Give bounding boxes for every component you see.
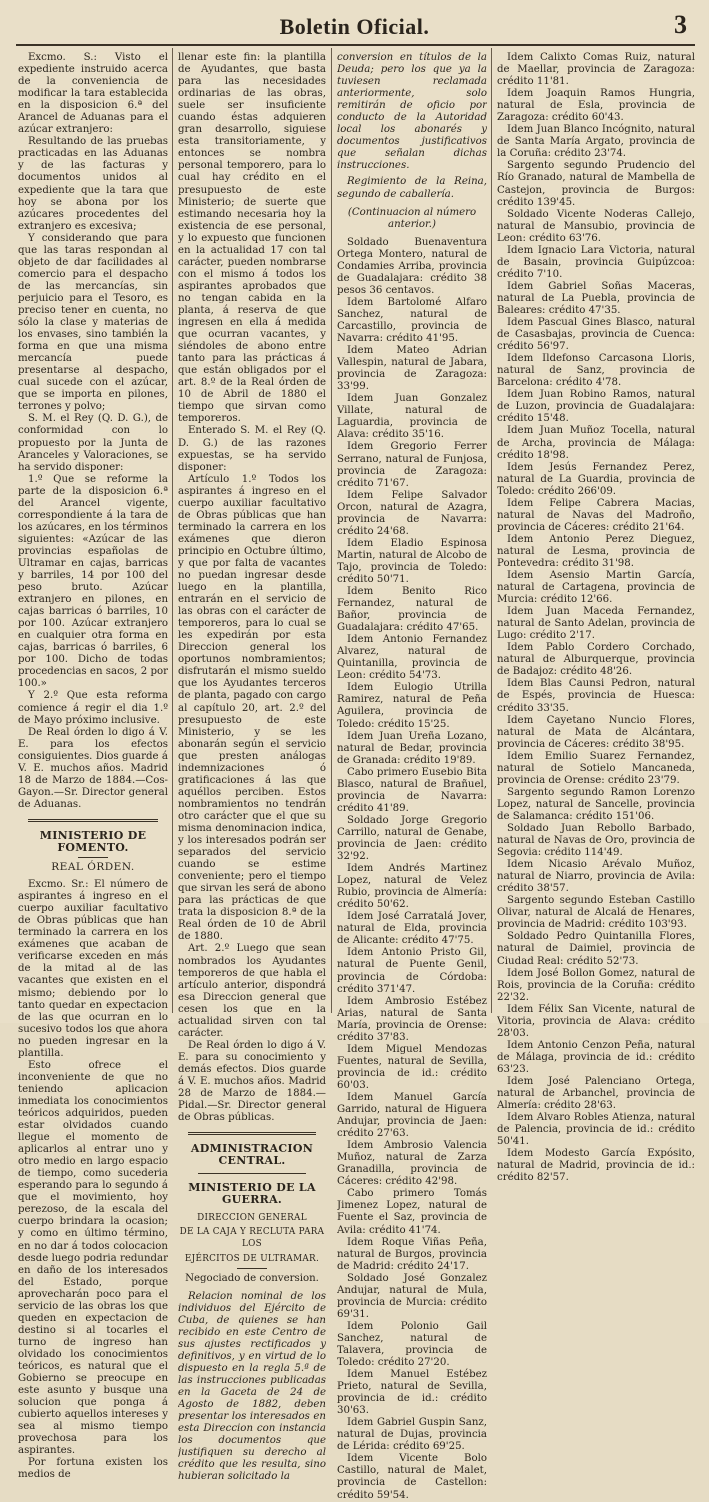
roster-entry: Sargento segundo Ramon Lorenzo Lopez, natural de Sancelle, provincia de Salamanca: crédito 151'06. [497,786,695,822]
column-1 [18,52,168,1481]
roster-entry: Soldado Buenaventura Ortega Montero, natural de Condamies Arriba, provincia de Guadalajara: crédito 38 pesos 36 centavos. [337,236,487,296]
section-title: MINISTERIO DE FOMENTO. [39,828,147,854]
paragraph: Y 2.º Que esta reforma comience á regir el dia 1.º de Mayo próximo inclusive. [18,690,168,726]
column-separator [331,48,332,1013]
paragraph: S. M. el Rey (Q. D. G.), de conformidad con lo propuesto por la Junta de Aranceles y Valoraciones, se ha servido disponer: [18,413,168,473]
roster-entry: Idem Ildefonso Carcasona Lloris, natural de Sanz, provincia de Barcelona: crédito 4'78. [497,353,695,389]
roster-entry: Cabo primero Eusebio Bita Blasco, natural de Brañuel, provincia de Navarra: crédito 41'89. [337,766,487,814]
paragraph: Por fortuna existen los medios de [18,1457,168,1481]
roster-entry: Idem Juan Gonzalez Villate, natural de Laguardia, provincia de Alava: crédito 35'16. [337,393,487,441]
roster-entry: Idem Asensio Martin García, natural de Cartagena, provincia de Murcia: crédito 12'66. [497,570,695,606]
paragraph: Artículo 1.º Todos los aspirantes á ingreso en el cuerpo auxiliar facultativo de Obras públicas que han terminado la carrera en los exámenes que dieron principio en Octubre último, y que por falta de vacantes no puedan ingresar desde luego en la plantilla, entrarán en el servicio de las obras con el carácter de temporeros, para lo cual se les expedirán por esta Direccion general los oportunos nombramientos; disfrutarán el mismo sueldo que los Ayudantes terceros de planta, pagado con cargo al capítulo 20, art. 2.º del presupuesto de este Ministerio, y se les abonarán según el servicio que presten análogas indemnizaciones ó gratificaciones á las que aquéllos perciben. Estos nombramientos no tendrán otro carácter que el que su misma denominacion indica, y los interesados podrán ser separados del servicio cuando se estime conveniente; pero el tiempo que sirvan les será de abono para las prácticas de que trata la disposicion 8.ª de la Real órden de 10 de Abril de 1880. [178,473,326,943]
section-divider [188,1132,316,1135]
directorate-line: EJÉRCITOS DE ULTRAMAR. [184,1253,320,1264]
roster-entry: Idem Miguel Mendozas Fuentes, natural de Sevilla, provincia de id.: crédito 60'03. [337,1043,487,1091]
roster-entry: Idem Pablo Cordero Corchado, natural de Alburquerque, provincia de Badajoz: crédito 48'26. [497,642,695,678]
roster-entry: Soldado José Gonzalez Andujar, natural de Mula, provincia de Murcia: crédito 69'31. [337,1272,487,1320]
paragraph: Y considerando que para que las taras respondan al objeto de dar facilidades al comercio para el despacho de las mercancías, sin perjuicio para el Tesoro, es preciso tener en cuenta, no sólo la clase y materias de los envases, sino también la forma en que una misma mercancía puede presentarse al despacho, cual sucede con el azúcar, que se importa en pilones, terrones y polvo; [18,232,168,413]
roster-entry: Idem Pascual Gines Blasco, natural de Casasbajas, provincia de Cuenca: crédito 56'97. [497,317,695,353]
roster-entry: Idem Ignacio Lara Victoria, natural de Basain, provincia Guipúzcoa: crédito 7'10. [497,244,695,280]
roster-entry: Idem Cayetano Nuncio Flores, natural de Mata de Alcántara, provincia de Cáceres: crédito 38'95. [497,714,695,750]
continuation-note: (Continuacion al número anterior.) [347,206,477,230]
directorate-line: DE LA CAJA Y RECLUTA PARA LOS [179,1227,325,1250]
regiment-heading: Regimiento de la Reina, segundo de caballería. [337,176,487,200]
column-separator [491,48,492,1013]
roster-entry: Idem Eladio Espinosa Martin, natural de Alcobo de Tajo, provincia de Toledo: crédito 50'71. [337,537,487,585]
roster-entry: Idem Manuel Estébez Prieto, natural de Sevilla, provincia de id.: crédito 30'63. [337,1369,487,1417]
roster-entry: Idem Andrés Martinez Lopez, natural de Velez Rubio, provincia de Almería: crédito 50'62. [337,863,487,911]
roster-entry: Idem Blas Caunsi Pedron, natural de Espés, provincia de Huesca: crédito 33'35. [497,678,695,714]
roster-entry: Idem Félix San Vicente, natural de Vitoria, provincia de Alava: crédito 28'03. [497,1003,695,1039]
roster-entry: Idem Gabriel Guspin Sanz, natural de Dujas, provincia de Lérida: crédito 69'25. [337,1417,487,1453]
roster-entry: Idem Roque Viñas Peña, natural de Burgos, provincia de Madrid: crédito 24'17. [337,1236,487,1272]
roster-entry: Idem Ambrosio Estébez Arias, natural de Santa María, provincia de Orense: crédito 37'83. [337,995,487,1043]
short-rule [237,1268,267,1269]
roster-entry: Soldado Pedro Quintanilla Flores, natural de Daimiel, provincia de Ciudad Real: crédito 52'73. [497,931,695,967]
paragraph: De Real órden lo digo á V. E. para su conocimiento y demás efectos. Dios guarde á V. E. muchos años. Madrid 28 de Marzo de 1884.—Pidal.—Sr. Director general de Obras públicas. [178,1039,326,1124]
page-number: 3 [674,10,687,39]
roster-entry: Idem Vicente Bolo Castillo, natural de Malet, provincia de Castellon: crédito 59'54. [337,1453,487,1501]
roster-entry: Idem José Carratalá Jover, natural de Elda, provincia de Alicante: crédito 47'75. [337,911,487,947]
italic-paragraph: conversion en títulos de la Deuda; pero los que ya la tuviesen reclamada anteriormente, solo remitirán de oficio por conducto de la Autoridad local los abonarés y documentos justificativos que señalan dichas instrucciones. [337,52,487,172]
roster-entry: Idem Modesto García Expósito, natural de Madrid, provincia de id.: crédito 82'57. [497,1148,695,1184]
roster-entry: Idem José Palenciano Ortega, natural de Arbanchel, provincia de Almería: crédito 28'63. [497,1075,695,1112]
roster-entry: Idem Bartolomé Alfaro Sanchez, natural de Carcastillo, provincia de Navarra: crédito 41'95. [337,296,487,345]
roster-list [337,237,487,1502]
paragraph: Resultando de las pruebas practicadas en las Aduanas y de las facturas y documentos unidos al expediente que la tara que hoy se abona por los azúcares procedentes del extranjero es excesiva; [18,136,168,232]
directorate-line: DIRECCION GENERAL [197,1213,307,1224]
roster-entry: Idem Ambrosio Valencia Muñoz, natural de Zarza Granadilla, provincia de Cáceres: crédito 42'98. [337,1140,487,1188]
paragraph: Excmo. S.: Visto el expediente instruido acerca de la conveniencia de modificar la tara establecida en la disposicion 6.ª del Arancel de Aduanas para el azúcar extranjero: [18,52,168,136]
roster-entry: Idem Felipe Salvador Orcon, natural de Azagra, provincia de Navarra: crédito 24'68. [337,489,487,537]
roster-entry: Idem Antonio Perez Dieguez, natural de Lesma, provincia de Pontevedra: crédito 31'98. [497,533,695,569]
paragraph: Excmo. Sr.: El número de aspirantes á ingreso en el cuerpo auxiliar facultativo de Obras públicas que han terminado la carrera en los exámenes que acaban de verificarse exceden en más de la mitad al de las vacantes que existen en el mismo; debiendo por lo tanto quedar en expectacion de las que ocurran en lo sucesivo todos los que ahora no pueden ingresar en la plantilla. [18,879,168,1059]
roster-entry: Soldado Juan Rebollo Barbado, natural de Navas de Oro, provincia de Segovia: crédito 114'49. [497,823,695,859]
paragraph: Art. 2.º Luego que sean nombrados los Ayudantes temporeros de que habla el artículo anterior, dispondrá esa Direccion general que cesen los que en la actualidad sirven con tal carácter. [178,943,326,1039]
roster-entry: Idem Juan Muñoz Tocella, natural de Archa, provincia de Málaga: crédito 18'98. [497,425,695,461]
roster-entry: Idem Mateo Adrian Vallespin, natural de Jabara, provincia de Zaragoza: 33'99. [337,345,487,393]
roster-entry: Idem Antonio Cenzon Peña, natural de Málaga, provincia de id.: crédito 63'23. [497,1039,695,1075]
paragraph: llenar este fin: la plantilla de Ayudantes, que basta para las necesidades ordinarias de las obras, suele ser insuficiente cuando éstas adquieren gran desarrollo, siguiese esta transitoriamente, y entonces se nombra personal temporero, para lo cual hay crédito en el presupuesto de este Ministerio; de suerte que estimando necesaria hoy la existencia de ese personal, y lo expuesto que funcionen en la actualidad 17 con tal carácter, pueden nombrarse con el mismo á todos los aspirantes aprobados que no tengan cabida en la planta, á reserva de que ingresen en ella á medida que ocurran vacantes, y siéndoles de abono entre tanto para las prácticas á que están obligados por el art. 8.º de la Real órden de 10 de Abril de 1880 el tiempo que sirvan como temporeros. [178,52,326,425]
column-3 [337,52,487,1502]
roster-entry: Idem Gregorio Ferrer Serrano, natural de Funjosa, provincia de Zaragoza: crédito 71'67. [337,441,487,489]
roster-entry: Idem Antonio Pristo Gil, natural de Puente Genil, provincia de Córdoba: crédito 371'47. [337,947,487,995]
roster-entry: Idem Joaquin Ramos Hungria, natural de Esla, provincia de Zaragoza: crédito 60'43. [497,88,695,124]
column-separator [172,48,173,1013]
roster-entry: Idem Antonio Fernandez Alvarez, natural de Quintanilla, provincia de Leon: crédito 54'73. [337,634,487,682]
roster-entry: Idem Polonio Gail Sanchez, natural de Talavera, provincia de Toledo: crédito 27'20. [337,1320,487,1369]
paragraph: De Real órden lo digo á V. E. para los efectos consiguientes. Dios guarde á V. E. muchos años. Madrid 18 de Marzo de 1884.—Cos-Gayon.—Sr. Director general de Aduanas. [18,726,168,810]
roster-entry: Idem José Bollon Gomez, natural de Rois, provincia de la Coruña: crédito 22'32. [497,967,695,1003]
italic-paragraph: Relacion nominal de los individuos del Ejército de Cuba, de quienes se han recibido en este Centro de sus ajustes rectificados y definitivos, y en virtud de lo dispuesto en la regla 5.ª de las instrucciones publicadas en la Gaceta de 24 de Agosto de 1882, deben presentar los interesados en esta Direccion con instancia los documentos que justifiquen su derecho al crédito que les resulta, sino hubieran solicitado la [178,1290,326,1483]
roster-entry: Idem Felipe Cabrera Macias, natural de Navas del Madroño, provincia de Cáceres: crédito 21'64. [497,497,695,533]
roster-entry: Idem Alvaro Robles Atienza, natural de Palencia, provincia de id.: crédito 50'41. [497,1112,695,1148]
roster-entry: Idem Nicasio Arévalo Muñoz, natural de Niarro, provincia de Avila: crédito 38'57. [497,859,695,895]
roster-entry: Idem Calixto Comas Ruiz, natural de Maellar, provincia de Zaragoza: crédito 11'81. [497,52,695,88]
roster-entry: Idem Juan Robino Ramos, natural de Luzon, provincia de Guadalajara: crédito 15'48. [497,389,695,425]
paragraph: Enterado S. M. el Rey (Q. D. G.) de las razones expuestas, se ha servido disponer: [178,425,326,473]
roster-entry: Idem Juan Blanco Incógnito, natural de Santa María Argato, provincia de la Coruña: crédito 23'74. [497,124,695,160]
section-subtitle: REAL ÓRDEN. [51,861,135,874]
section-divider [28,819,158,822]
roster-entry: Idem Jesús Fernandez Perez, natural de La Guardia, provincia de Toledo: crédito 266'09. [497,461,695,497]
roster-entry: Sargento segundo Prudencio del Río Granado, natural de Mambella de Castejon, provincia de Burgos: crédito 139'45. [497,160,695,208]
section-title: MINISTERIO DE LA GUERRA. [188,1181,316,1207]
roster-entry: Idem Manuel García Garrido, natural de Higuera Andujar, provincia de Jaen: crédito 27'63. [337,1091,487,1140]
roster-entry: Idem Gabriel Soñas Maceras, natural de La Puebla, provincia de Baleares: crédito 47'35. [497,280,695,316]
roster-entry: Idem Benito Rico Fernandez, natural de Bañor, provincia de Guadalajara: crédito 47'65. [337,586,487,634]
roster-entry: Cabo primero Tomás Jimenez Lopez, natural de Fuente el Saz, provincia de Avila: crédito 41'74. [337,1188,487,1236]
page-title: Boletin Oficial. [279,14,430,39]
paragraph: Esto ofrece el inconveniente de que no teniendo aplicacion inmediata los conocimientos teóricos adquiridos, pueden estar olvidados cuando llegue el momento de aplicarlos al entrar uno y otro medio en largo espacio de tiempo, como sucederia esperando para lo segundo á que el movimiento, hoy perezoso, de la escala del cuerpo brindara la ocasion; y como en último término, en no dar á todos colocacion desde luego podria redundar en daño de los interesados del Estado, porque aprovecharán poco para el servicio de las obras los que queden en expectacion de destino si al tocarles el turno de ingreso han olvidado los conocimientos teóricos, es natural que el Gobierno se preocupe en este asunto y busque una solucion que ponga á cubierto aquellos intereses y sea al mismo tiempo provechosa para los aspirantes. [18,1059,168,1457]
roster-entry: Idem Juan Ureña Lozano, natural de Bedar, provincia de Granada: crédito 19'89. [337,730,487,766]
roster-entry: Idem Eulogio Utrilla Ramirez, natural de Peña Aguilera, provincia de Toledo: crédito 15'25. [337,682,487,730]
short-rule [78,857,108,858]
section-title: ADMINISTRACION CENTRAL. [190,1142,314,1168]
header-rule [16,44,695,46]
rule [198,1173,306,1174]
column-2 [178,52,326,1483]
roster-entry: Idem Emilio Suarez Fernandez, natural de Sotielo Mancaneda, provincia de Orense: crédito 23'79. [497,750,695,786]
roster-entry: Soldado Vicente Noderas Callejo, natural de Mansubio, provincia de Leon: crédito 63'76. [497,208,695,244]
roster-entry: Idem Juan Maceda Fernandez, natural de Santo Adelan, provincia de Lugo: crédito 2'17. [497,606,695,642]
roster-entry: Soldado Jorge Gregorio Carrillo, natural de Genabe, provincia de Jaen: crédito 32'92. [337,814,487,863]
column-4 [497,52,695,1184]
roster-list [497,52,695,1184]
page-header [0,0,709,44]
subsection-title: Negociado de conversion. [185,1272,319,1284]
paragraph: 1.º Que se reforme la parte de la disposicion 6.ª del Arancel vigente, correspondiente á la tara de los azúcares, en los términos siguientes: «Azúcar de las provincias españolas de Ultramar en cajas, barricas y barriles, 14 por 100 del peso bruto. Azúcar extranjero en pilones, en cajas barricas ó barriles, 10 por 100. Azúcar extranjero en cualquier otra forma en cajas, barricas ó barriles, 6 por 100. Dicho de todas procedencias en sacos, 2 por 100.» [18,473,168,690]
roster-entry: Sargento segundo Esteban Castillo Olivar, natural de Alcalá de Henares, provincia de Madrid: crédito 103'93. [497,895,695,931]
